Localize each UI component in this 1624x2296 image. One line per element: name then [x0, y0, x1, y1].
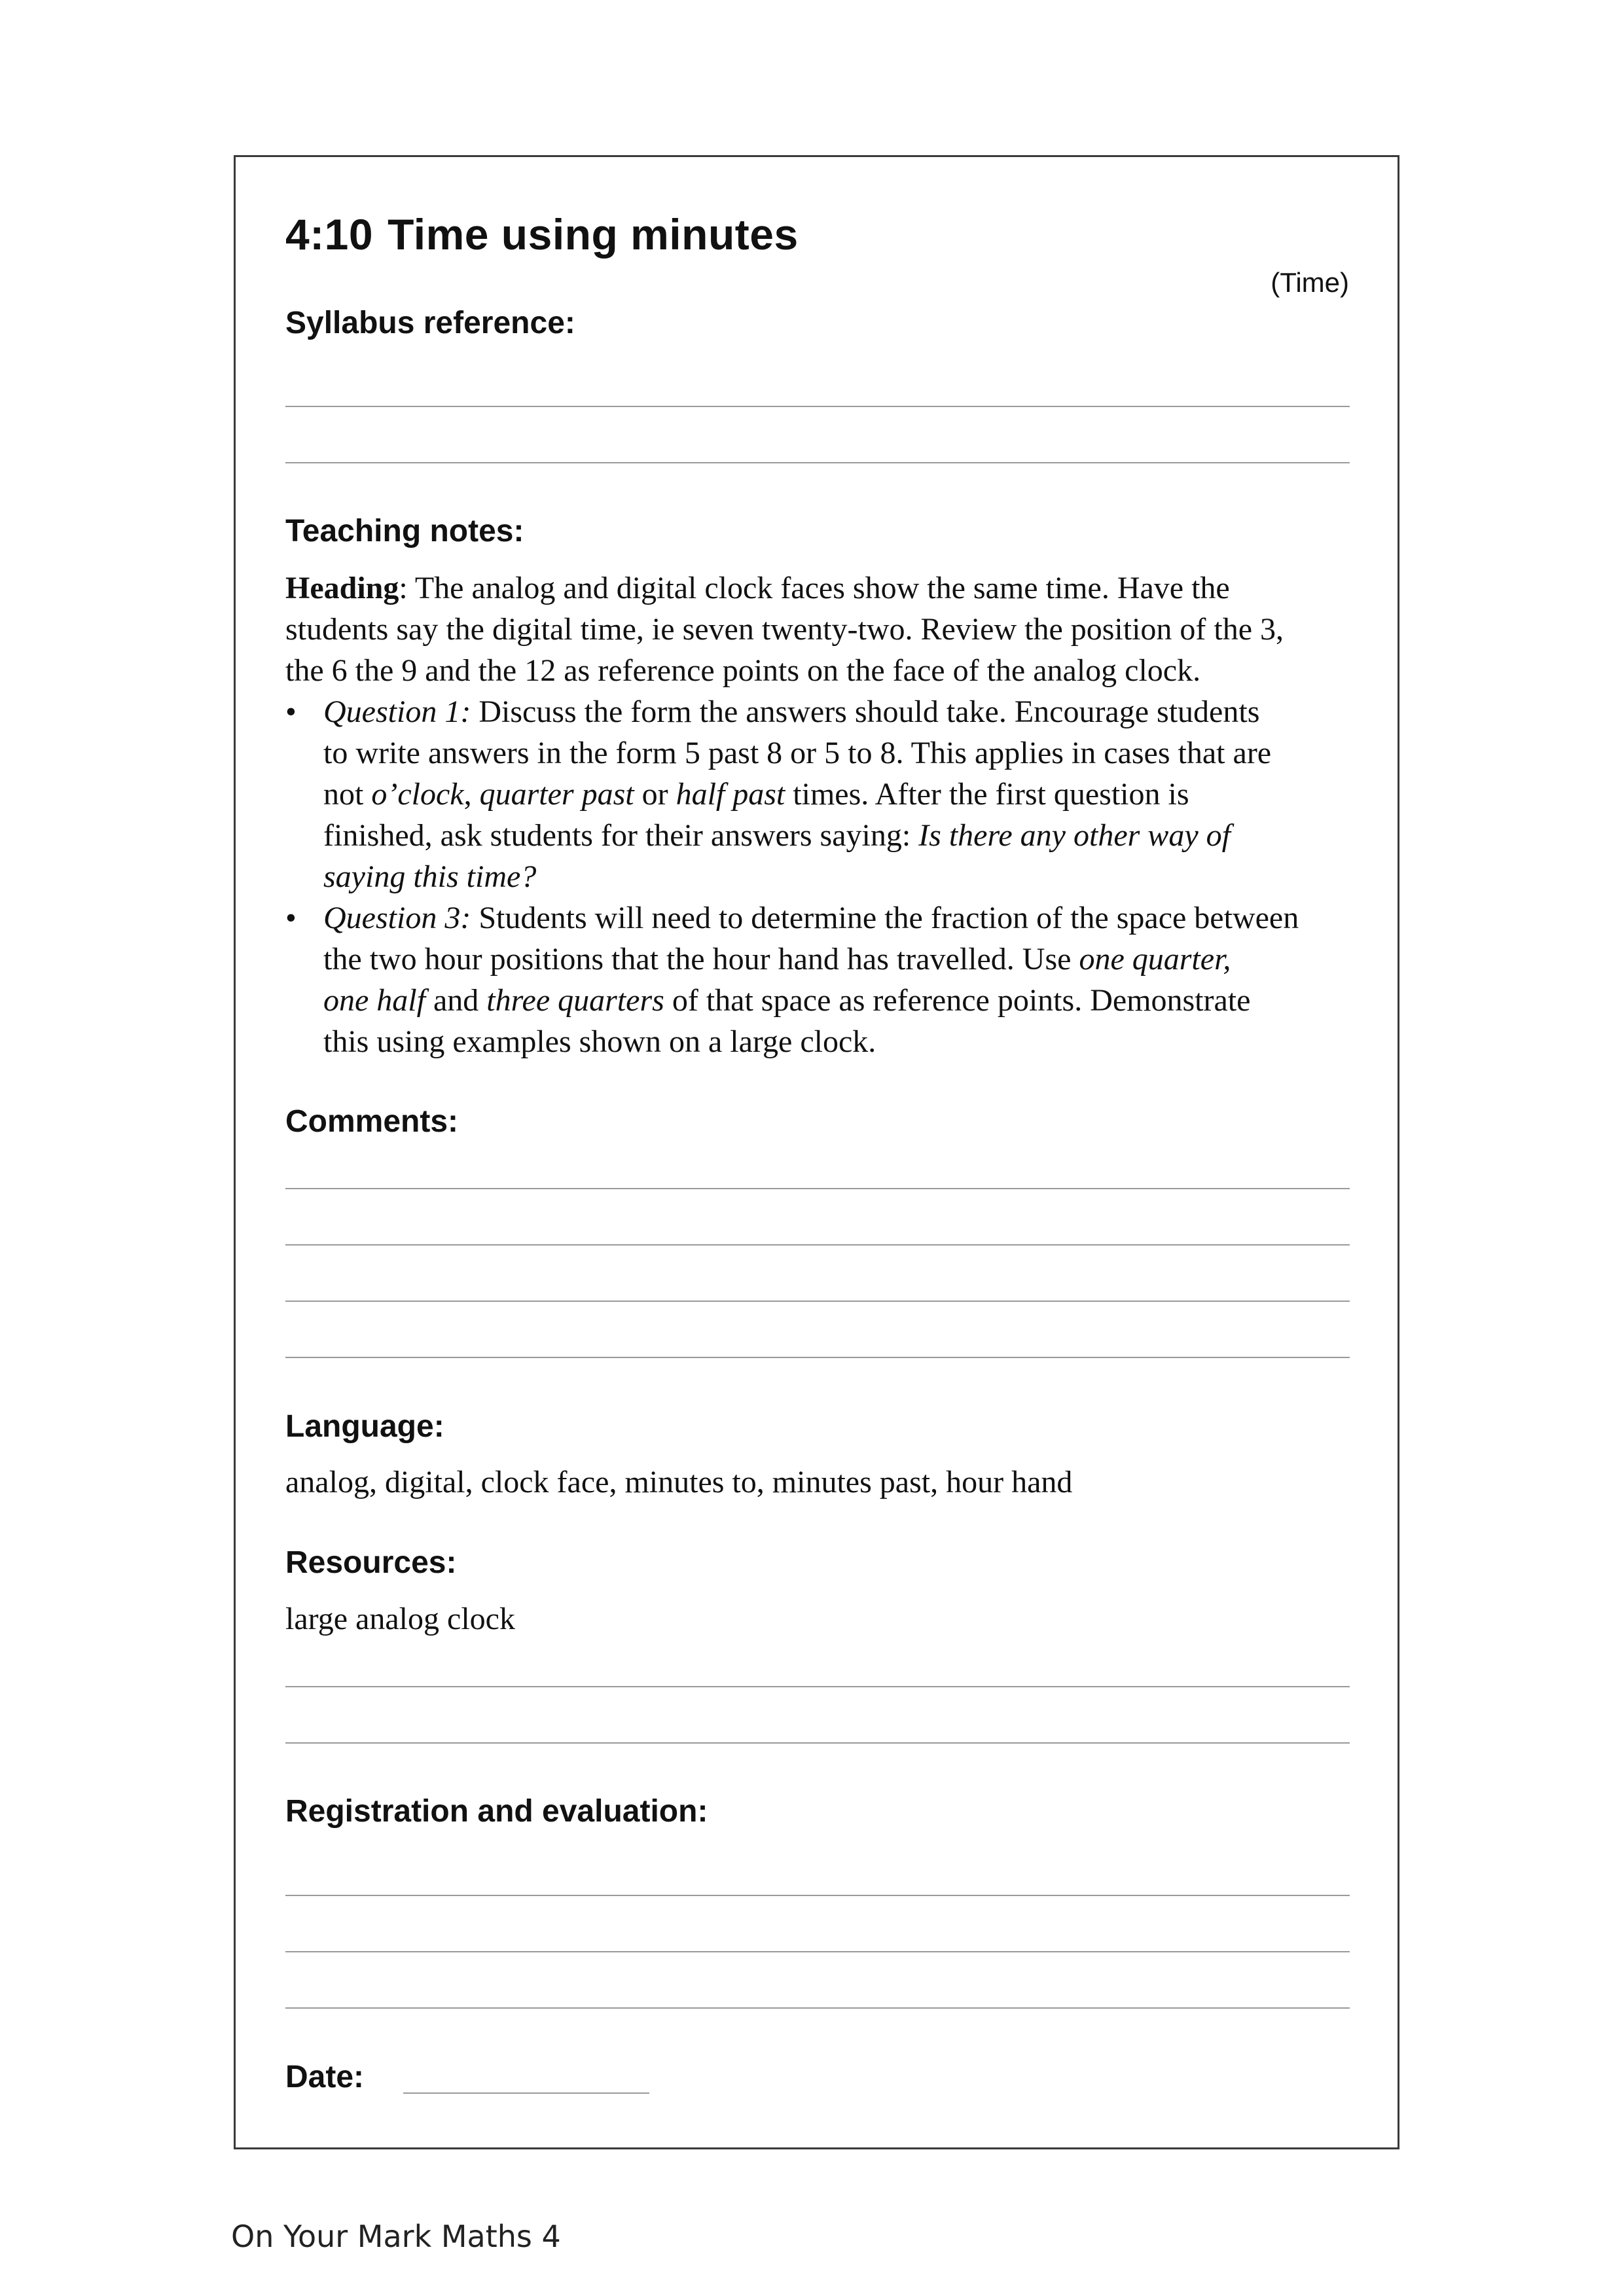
comments-line-4[interactable]: [285, 1357, 1350, 1358]
b2-l2b: one quarter,: [1079, 942, 1231, 977]
b2-line-4: this using examples shown on a large clock.: [323, 1024, 876, 1059]
teaching-para-text-1: : The analog and digital clock faces show the same time. Have the: [399, 571, 1230, 605]
bullet-question-1: [285, 691, 1359, 897]
bullet-icon: •: [285, 694, 297, 729]
b2-l3c: three quarters: [486, 983, 664, 1018]
date-label: Date:: [285, 2060, 365, 2094]
teaching-para-line-1: [285, 567, 1359, 609]
b1-l3d: quarter past: [479, 777, 634, 812]
comments-line-3[interactable]: [285, 1300, 1350, 1302]
b2-line-1: Students will need to determine the fraction of the space between: [471, 901, 1299, 935]
b2-line-3: [323, 980, 1359, 1021]
worksheet-frame: [234, 155, 1399, 2149]
b1-line-2: to write answers in the form 5 past 8 or 5 to 8. This applies in cases that are: [323, 736, 1272, 770]
heading-label: Heading: [285, 571, 399, 605]
language-text: analog, digital, clock face, minutes to, minutes past, hour hand: [285, 1465, 1073, 1499]
question-1-label: Question 1:: [323, 694, 471, 729]
syllabus-line-1[interactable]: [285, 406, 1350, 407]
question-3-label: Question 3:: [323, 901, 471, 935]
resources-heading: Resources:: [285, 1545, 457, 1580]
teaching-para-line-3: the 6 the 9 and the 12 as reference points on the face of the analog clock.: [285, 653, 1201, 688]
b1-l3a: not: [323, 777, 372, 812]
comments-heading: Comments:: [285, 1104, 459, 1139]
language-heading: Language:: [285, 1409, 444, 1444]
syllabus-heading: Syllabus reference:: [285, 306, 575, 340]
topic-tag: (Time): [1271, 267, 1349, 298]
registration-heading: Registration and evaluation:: [285, 1794, 708, 1829]
b1-l3f: half past: [676, 777, 785, 812]
b1-line-5: [323, 856, 1359, 897]
teaching-para-line-2: students say the digital time, ie seven twenty-two. Review the position of the 3,: [285, 612, 1284, 647]
registration-line-2[interactable]: [285, 1951, 1350, 1952]
teaching-notes-body: [285, 567, 1359, 1062]
b2-l3d: of that space as reference points. Demonstrate: [664, 983, 1251, 1018]
registration-line-3[interactable]: [285, 2007, 1350, 2009]
bullet-question-3: [285, 897, 1359, 1062]
resources-line-1[interactable]: [285, 1686, 1350, 1687]
b1-l5: saying this time?: [323, 859, 537, 894]
comments-line-2[interactable]: [285, 1244, 1350, 1246]
b1-l3e: or: [634, 777, 676, 812]
b1-line-4: [323, 815, 1359, 856]
b1-l4b: Is there any other way of: [918, 818, 1231, 853]
teaching-notes-heading: Teaching notes:: [285, 514, 524, 548]
comments-line-1[interactable]: [285, 1188, 1350, 1189]
b1-l4a: finished, ask students for their answers saying:: [323, 818, 919, 853]
bullet-icon: •: [285, 901, 297, 935]
lesson-number: 4:10: [285, 210, 374, 259]
registration-line-1[interactable]: [285, 1895, 1350, 1896]
b2-l2a: the two hour positions that the hour hand has travelled. Use: [323, 942, 1079, 977]
resources-line-2[interactable]: [285, 1742, 1350, 1744]
footer-text: On Your Mark Maths 4: [231, 2219, 561, 2254]
syllabus-line-2[interactable]: [285, 462, 1350, 463]
date-field[interactable]: [403, 2092, 649, 2094]
lesson-title: Time using minutes: [388, 210, 799, 259]
b1-line-1: Discuss the form the answers should take. Encourage students: [471, 694, 1260, 729]
b2-line-2: [323, 939, 1359, 980]
b2-l3b: and: [425, 983, 487, 1018]
b1-line-3: [323, 774, 1359, 815]
b1-l3c: ,: [463, 777, 480, 812]
resources-text: large analog clock: [285, 1602, 515, 1636]
b2-l3a: one half: [323, 983, 425, 1018]
b1-l3g: times. After the first question is: [785, 777, 1189, 812]
b1-l3b: o’clock: [371, 777, 464, 812]
page-title: [285, 209, 799, 259]
